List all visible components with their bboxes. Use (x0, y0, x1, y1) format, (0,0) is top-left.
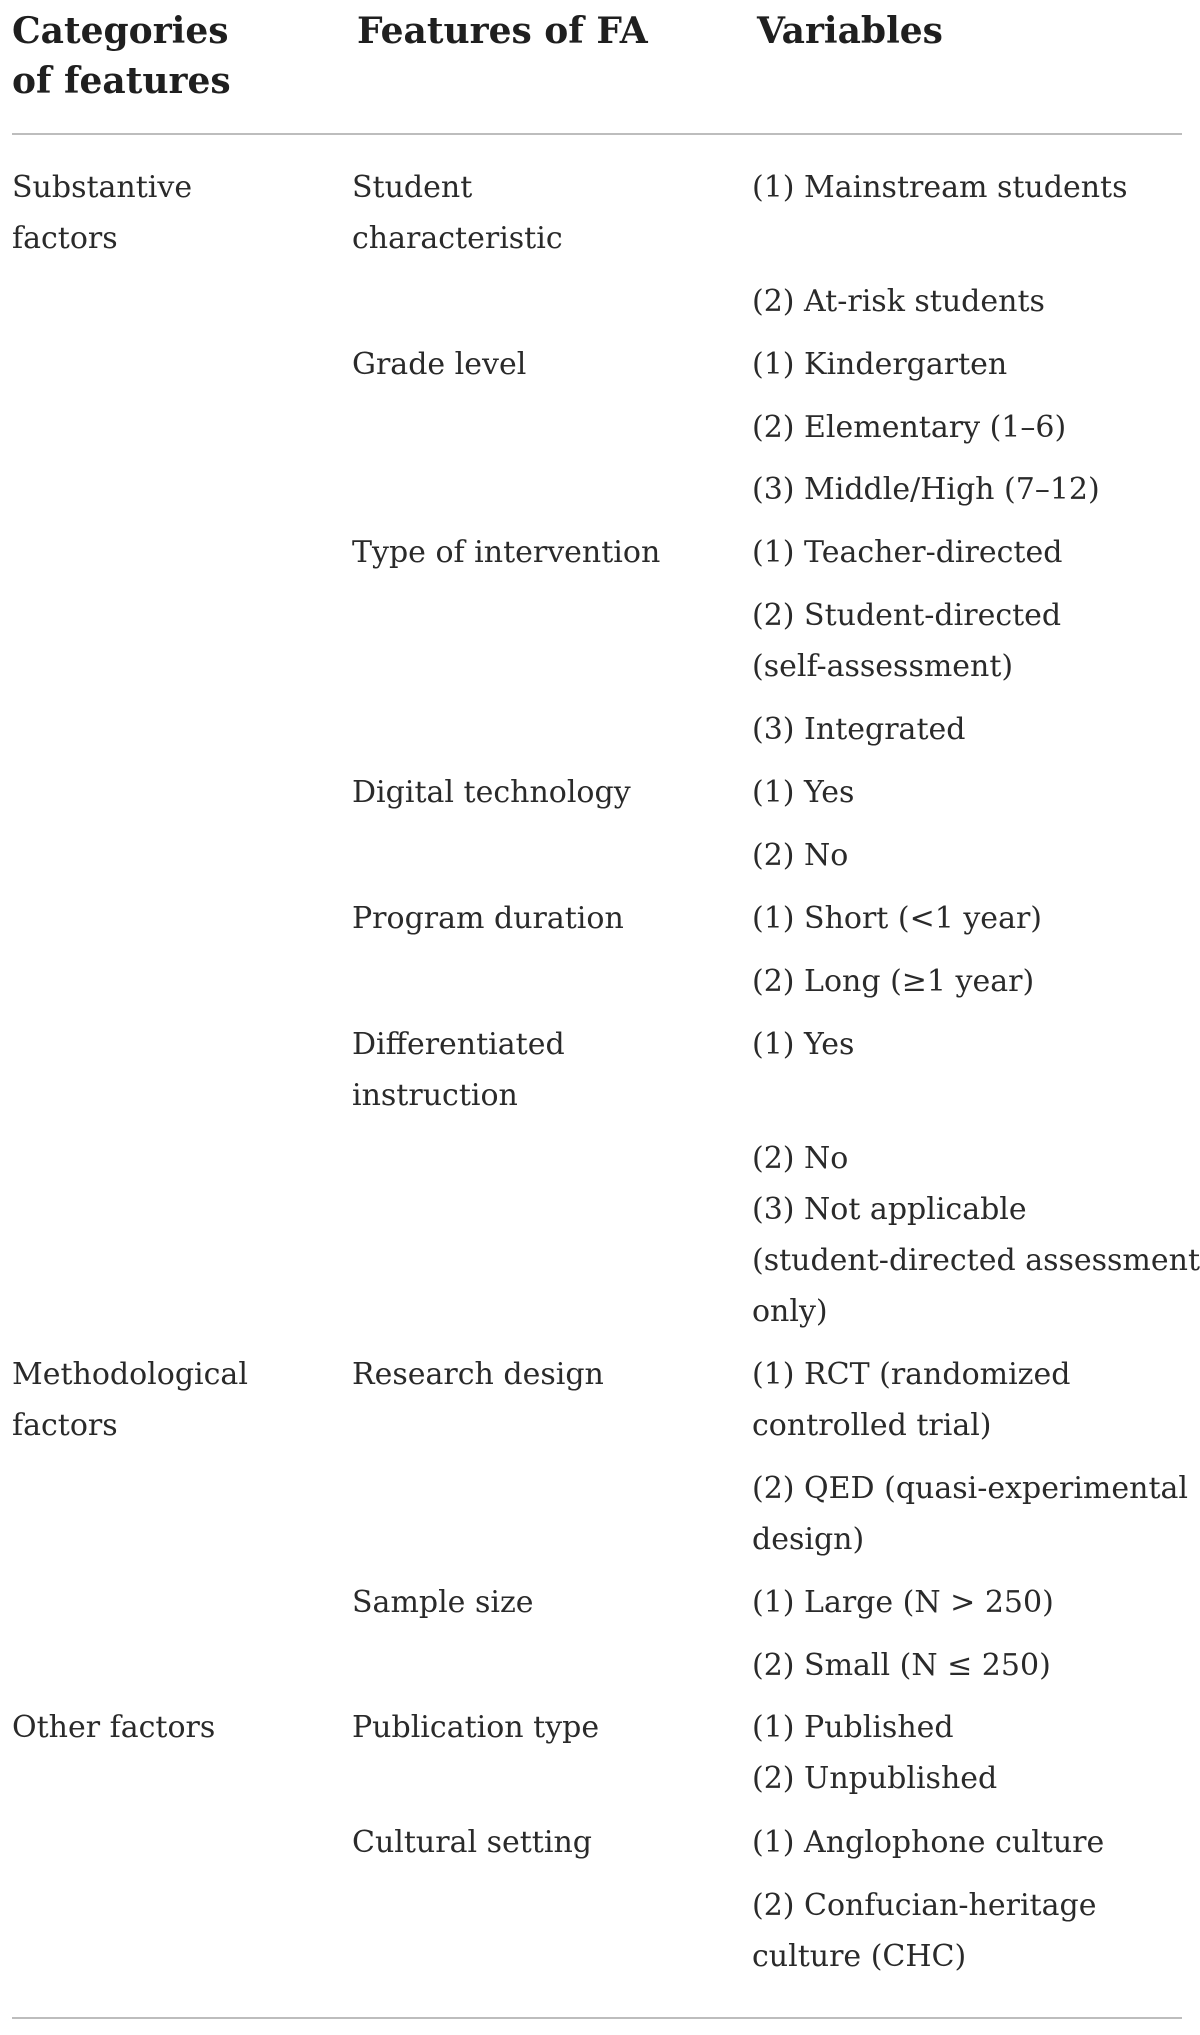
variable-small: (2) Small (N ≤ 250) (752, 1648, 1051, 1683)
variable-not-applicable-line2: (student-directed assessment (752, 1243, 1200, 1278)
category-other: Other factors (12, 1710, 216, 1745)
header-divider (12, 133, 1182, 135)
category-methodological-line1: Methodological (12, 1357, 248, 1392)
category-methodological-line2: factors (12, 1408, 118, 1443)
variable-integrated: (3) Integrated (752, 712, 966, 747)
variable-confucian-line1: (2) Confucian-heritage (752, 1888, 1097, 1923)
variable-anglophone: (1) Anglophone culture (752, 1825, 1105, 1860)
header-variables: Variables (757, 10, 943, 52)
feature-grade-level: Grade level (352, 347, 527, 382)
variable-digital-no: (2) No (752, 838, 849, 873)
variable-not-applicable-line1: (3) Not applicable (752, 1192, 1027, 1227)
variable-elementary: (2) Elementary (1–6) (752, 410, 1067, 445)
table-bottom-rule (12, 2017, 1182, 2019)
variable-qed-line1: (2) QED (quasi-experimental (752, 1471, 1188, 1506)
feature-student-characteristic-line2: characteristic (352, 221, 563, 256)
feature-cultural-setting: Cultural setting (352, 1825, 592, 1860)
variable-digital-yes: (1) Yes (752, 775, 855, 810)
variable-large: (1) Large (N > 250) (752, 1585, 1054, 1620)
feature-differentiated-instruction-line1: Differentiated (352, 1027, 565, 1062)
header-categories-line1: Categories (12, 10, 229, 52)
feature-digital-technology: Digital technology (352, 775, 631, 810)
variable-at-risk: (2) At-risk students (752, 284, 1045, 319)
feature-sample-size: Sample size (352, 1585, 534, 1620)
header-features: Features of FA (357, 10, 648, 52)
variable-diff-yes: (1) Yes (752, 1027, 855, 1062)
feature-research-design: Research design (352, 1357, 604, 1392)
variable-diff-no: (2) No (752, 1141, 849, 1176)
variable-mainstream: (1) Mainstream students (752, 170, 1128, 205)
variable-rct-line2: controlled trial) (752, 1408, 992, 1443)
variable-rct-line1: (1) RCT (randomized (752, 1357, 1071, 1392)
variable-middle-high: (3) Middle/High (7–12) (752, 472, 1100, 507)
feature-type-of-intervention: Type of intervention (352, 535, 661, 570)
feature-program-duration: Program duration (352, 901, 624, 936)
feature-differentiated-instruction-line2: instruction (352, 1078, 518, 1113)
variable-qed-line2: design) (752, 1522, 865, 1557)
category-substantive-line1: Substantive (12, 170, 193, 205)
variable-student-directed-line1: (2) Student-directed (752, 598, 1062, 633)
variable-long: (2) Long (≥1 year) (752, 964, 1035, 999)
variable-kindergarten: (1) Kindergarten (752, 347, 1008, 382)
variable-confucian-line2: culture (CHC) (752, 1939, 967, 1974)
category-substantive-line2: factors (12, 221, 118, 256)
variable-unpublished: (2) Unpublished (752, 1761, 998, 1796)
feature-publication-type: Publication type (352, 1710, 600, 1745)
header-categories-line2: of features (12, 60, 231, 102)
table-header (12, 0, 1182, 134)
variable-published: (1) Published (752, 1710, 954, 1745)
variable-short: (1) Short (<1 year) (752, 901, 1042, 936)
header-categories (12, 6, 231, 106)
feature-student-characteristic-line1: Student (352, 170, 473, 205)
variable-not-applicable-line3: only) (752, 1294, 828, 1329)
variable-student-directed-line2: (self-assessment) (752, 649, 1014, 684)
variable-teacher-directed: (1) Teacher-directed (752, 535, 1063, 570)
